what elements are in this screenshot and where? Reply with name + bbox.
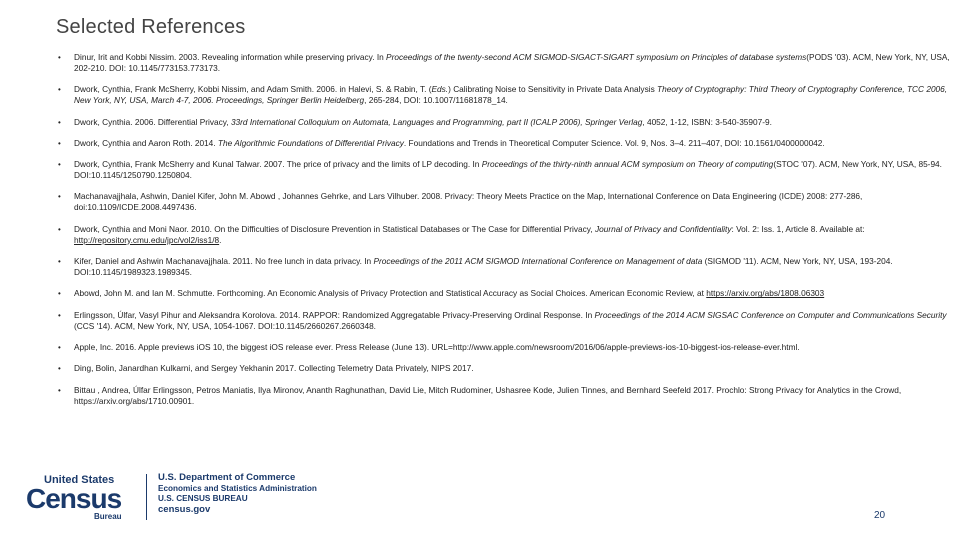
reference-text: (SIGMOD '11). ACM, New York, NY, USA, 193-204. DOI:10.1145/1989323.1989345. <box>74 256 893 278</box>
reference-text: , 4052, 1-12, ISBN: 3-540-35907-9. <box>642 116 772 127</box>
bullet-icon: • <box>58 192 61 202</box>
logo-divider <box>146 474 147 520</box>
bullet-icon: • <box>58 385 61 395</box>
bullet-icon: • <box>58 289 61 299</box>
reference-item <box>58 138 950 149</box>
bullet-icon: • <box>58 117 61 127</box>
reference-text: Dwork, Cynthia and Moni Naor. 2010. On the Difficulties of Disclosure Prevention in Statistical Databases or The Case for Differential Privacy, <box>74 223 595 234</box>
reference-item <box>58 385 950 407</box>
reference-item <box>58 256 950 278</box>
reference-text: Ding, Bolin, Janardhan Kulkarni, and Sergey Yekhanin 2017. Collecting Telemetry Data Privately, NIPS 2017. <box>74 363 474 374</box>
bullet-icon: • <box>58 342 61 352</box>
reference-item <box>58 363 950 374</box>
reference-text: Apple, Inc. 2016. Apple previews iOS 10, the biggest iOS release ever. Press Release (June 13). URL=http://www.apple.com/newsroom/2016/06/apple-previews-ios-10-biggest-ios-release-ever.html. <box>74 341 800 352</box>
reference-italic-text: Journal of Privacy and Confidentiality <box>594 223 732 234</box>
reference-text: Kifer, Daniel and Ashwin Machanavajjhala. 2011. No free lunch in data privacy. In <box>74 256 374 267</box>
bullet-icon: • <box>58 257 61 267</box>
department-name: U.S. Department of Commerce <box>158 472 296 483</box>
reference-italic-text: Eds. <box>431 84 449 95</box>
bureau-name: U.S. CENSUS BUREAU <box>158 494 248 503</box>
bullet-icon: • <box>58 310 61 320</box>
footer-logo <box>24 472 317 522</box>
reference-text: (STOC '07). ACM, New York, NY, USA, 85-94. DOI:10.1145/1250790.1250804. <box>74 159 942 181</box>
reference-text: . Foundations and Trends in Theoretical Computer Science. Vol. 9, Nos. 3–4. 211–407, DOI: 10.1561/0400000042. <box>403 137 825 148</box>
reference-item <box>58 224 950 246</box>
reference-item <box>58 342 950 353</box>
reference-list <box>58 52 950 417</box>
administration-name: Economics and Statistics Administration <box>158 484 317 493</box>
reference-text: Dwork, Cynthia, Frank McSherry, Kobbi Nissim, and Adam Smith. 2006. in Halevi, S. & Rabin, T. ( <box>74 84 432 95</box>
reference-item <box>58 117 950 128</box>
bullet-icon: • <box>58 160 61 170</box>
reference-text: Abowd, John M. and Ian M. Schmutte. Forthcoming. An Economic Analysis of Privacy Protection and Statistical Accuracy as Social Choices. American Economic Review, at <box>74 288 707 299</box>
slide-title: Selected References <box>56 16 246 38</box>
reference-item <box>58 84 950 106</box>
bullet-icon: • <box>58 53 61 62</box>
logo-bottom-text: Bureau <box>94 512 122 521</box>
bullet-icon: • <box>58 224 61 234</box>
reference-link[interactable]: http://repository.cmu.edu/jpc/vol2/iss1/8 <box>74 234 220 245</box>
reference-text: (CCS '14). ACM, New York, NY, USA, 1054-1067. DOI:10.1145/2660267.2660348. <box>74 320 376 331</box>
reference-text: (PODS '03). ACM, New York, NY, USA, 202-210. DOI: 10.1145/773153.773173. <box>74 52 950 73</box>
reference-text: Dwork, Cynthia. 2006. Differential Privacy, <box>74 116 231 127</box>
reference-text: Bittau , Andrea, Úlfar Erlingsson, Petros Maniatis, Ilya Mironov, Ananth Raghunathan, David Lie, Mitch Rudominer, Ushasree Kode, Julien Tinnes, and Bernhard Seefeld 2017. Prochlo: Strong Privacy for Analytics in the Crowd, https://arxiv.org/abs/1710.00901. <box>74 384 902 406</box>
reference-item <box>58 288 950 299</box>
reference-link[interactable]: https://arxiv.org/abs/1808.06303 <box>706 288 825 299</box>
reference-text: Dwork, Cynthia, Frank McSherry and Kunal Talwar. 2007. The price of privacy and the limits of LP decoding. In <box>74 159 482 170</box>
website-text: census.gov <box>158 504 211 515</box>
reference-item <box>58 310 950 332</box>
reference-italic-text: Proceedings of the 2011 ACM SIGMOD International Conference on Management of data <box>373 256 703 267</box>
reference-text: ) Calibrating Noise to Sensitivity in Private Data Analysis <box>448 84 658 95</box>
census-bureau-logo <box>24 472 144 522</box>
bullet-icon: • <box>58 138 61 148</box>
bullet-icon: • <box>58 85 61 95</box>
reference-item <box>58 191 950 213</box>
reference-text: : Vol. 2: Iss. 1, Article 8. Available at: <box>731 223 865 234</box>
reference-italic-text: Proceedings of the 2014 ACM SIGSAC Conference on Computer and Communications Security <box>594 309 947 320</box>
reference-item <box>58 159 950 181</box>
reference-text: Erlingsson, Úlfar, Vasyl Pihur and Aleksandra Korolova. 2014. RAPPOR: Randomized Aggregatable Privacy-Preserving Ordinal Response. In <box>74 309 595 320</box>
logo-mid-text: Census <box>26 483 122 514</box>
reference-italic-text: The Algorithmic Foundations of Differential Privacy <box>217 137 404 148</box>
reference-italic-text: Proceedings of the twenty-second ACM SIGMOD-SIGACT-SIGART symposium on Principles of database systems <box>386 52 807 62</box>
reference-italic-text: Theory of Cryptography: Third Theory of Cryptography Conference, TCC 2006, New York, NY, USA, March 4-7, 2006. Proceedings, Springer Berlin Heidelberg <box>74 84 948 106</box>
page-number: 20 <box>874 510 886 521</box>
reference-italic-text: 33rd International Colloquium on Automata, Languages and Programming, part II (ICALP 2006), Springer Verlag <box>230 116 643 127</box>
reference-italic-text: Proceedings of the thirty-ninth annual ACM symposium on Theory of computing <box>481 159 774 170</box>
reference-text: , 265-284, DOI: 10.1007/11681878_14. <box>364 95 508 106</box>
reference-text: . <box>219 234 222 245</box>
bullet-icon: • <box>58 364 61 374</box>
logo-top-text: United States <box>44 474 115 486</box>
reference-item <box>58 52 950 74</box>
reference-text: Dwork, Cynthia and Aaron Roth. 2014. <box>74 137 218 148</box>
reference-text: Machanavajjhala, Ashwin, Daniel Kifer, John M. Abowd , Johannes Gehrke, and Lars Vilhuber. 2008. Privacy: Theory Meets Practice on the Map, International Conference on Data Engineering (ICDE) 2008: 277-286, doi:10.1109/ICDE.2008.4497436. <box>74 191 863 213</box>
department-block <box>158 472 358 516</box>
reference-text: Dinur, Irit and Kobbi Nissim. 2003. Revealing information while preserving privacy. In <box>74 52 387 62</box>
